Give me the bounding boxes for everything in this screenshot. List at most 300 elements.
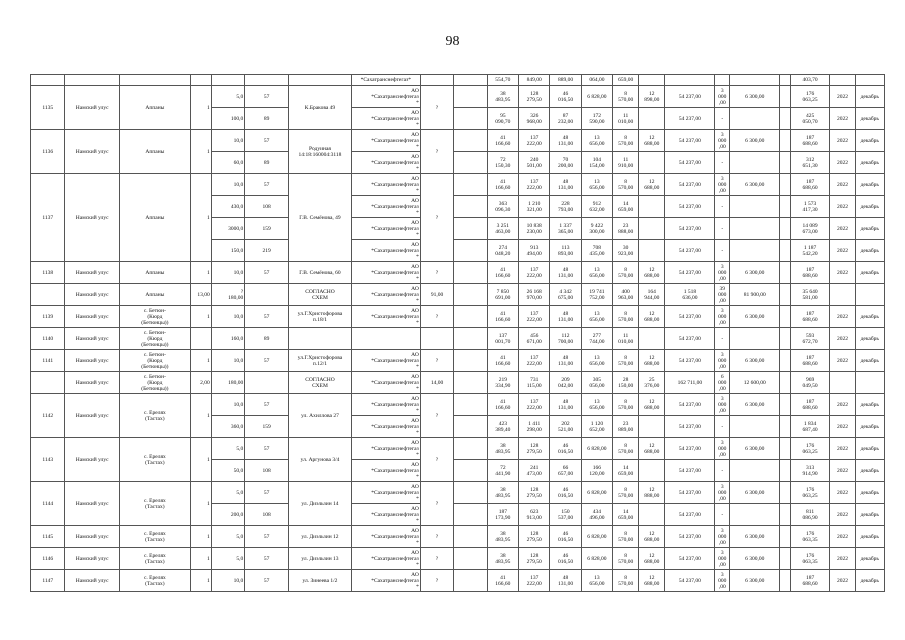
address-cell: СОГЛАСНО СХЕМ [289, 284, 352, 306]
total-cell: 969 049,50 [790, 372, 830, 394]
value-cell: 3 000 ,00 [715, 262, 730, 284]
year-cell: 2022 [830, 526, 855, 548]
settlement-cell: Аппаны [119, 174, 190, 262]
object-count-cell: 1 [190, 86, 211, 130]
value-cell: 8 570,00 [613, 438, 639, 460]
value-cell: 48 131,00 [550, 130, 581, 152]
month-cell: декабрь [855, 328, 884, 350]
value-cell: 13 656,00 [581, 130, 612, 152]
month-cell: декабрь [855, 504, 884, 526]
empty-cell [454, 262, 487, 284]
value-cell: 137 001,70 [487, 328, 518, 350]
group-cell: ? [420, 262, 453, 284]
empty-cell [454, 196, 487, 218]
pipe-cell: 57 [245, 130, 289, 152]
value-cell: 172 590,00 [581, 108, 612, 130]
value-cell: 6 300,00 [730, 570, 780, 592]
value-cell [639, 218, 665, 240]
value-cell: 13 656,00 [581, 262, 612, 284]
address-cell: Г.В. Семёнова, 60 [289, 262, 352, 284]
agent-cell: АО *Сахатранснефтегаз * [351, 526, 420, 548]
value-cell: 38 483,95 [487, 526, 518, 548]
value-cell: 137 222,00 [519, 350, 550, 372]
address-cell: Родуиная 14:18:160004:3118 [289, 130, 352, 174]
value-cell: 128 279,50 [519, 482, 550, 504]
empty-cell [780, 460, 790, 482]
empty-cell [454, 526, 487, 548]
value-cell: 6 300,00 [730, 350, 780, 372]
data-table-wrapper [30, 74, 885, 592]
value-cell: 3 000 ,00 [715, 438, 730, 460]
value-cell: 54 237,00 [665, 504, 715, 526]
year-cell: 2022 [830, 548, 855, 570]
total-cell: 187 688,60 [790, 570, 830, 592]
value-cell: 1 210 321,00 [519, 196, 550, 218]
total-cell: 425 050,70 [790, 108, 830, 130]
row-id-cell [31, 284, 65, 306]
agent-cell: АО *Сахатранснефтегаз * [351, 108, 420, 130]
group-cell: ? [420, 306, 453, 328]
row-id-cell: 1142 [31, 394, 65, 438]
year-cell: 2022 [830, 174, 855, 196]
empty-cell [780, 284, 790, 306]
value-cell: 400 963,00 [613, 284, 639, 306]
value-cell: 6 300,00 [730, 482, 780, 504]
district-cell: Намский улус [65, 570, 119, 592]
value-cell: 4 342 675,00 [550, 284, 581, 306]
value-cell: 87 232,00 [550, 108, 581, 130]
year-cell: 2022 [830, 152, 855, 174]
value-cell: 137 222,00 [519, 174, 550, 196]
page-number: 98 [445, 34, 460, 49]
empty-cell [780, 306, 790, 328]
pipe-cell: 89 [245, 152, 289, 174]
diameter-cell: ? 180,00 [211, 284, 244, 306]
value-cell: 8 570,00 [613, 262, 639, 284]
settlement-cell: с. Бетюн- (Кюрд (Бетюнцы)) [119, 328, 190, 350]
value-cell: 54 237,00 [665, 460, 715, 482]
month-cell: декабрь [855, 482, 884, 504]
value-cell: 8 570,00 [613, 526, 639, 548]
empty-cell [780, 570, 790, 592]
group-cell: ? [420, 130, 453, 174]
row-id-cell: 1144 [31, 482, 65, 526]
value-cell: 8 570,00 [613, 130, 639, 152]
month-cell: декабрь [855, 526, 884, 548]
value-cell: 1 120 652,00 [581, 416, 612, 438]
year-cell: 2022 [830, 108, 855, 130]
row-id-cell: 1145 [31, 526, 65, 548]
value-cell: 305 056,00 [581, 372, 612, 394]
address-cell: ул. Ахиллова 27 [289, 394, 352, 438]
address-cell: ул.Г.Христофорова п.18/1 [289, 306, 352, 328]
total-cell: 35 640 581,00 [790, 284, 830, 306]
value-cell: 3 000 ,00 [715, 130, 730, 152]
value-cell: 54 237,00 [665, 548, 715, 570]
address-cell [289, 328, 352, 350]
value-cell [639, 196, 665, 218]
year-cell: 2022 [830, 394, 855, 416]
total-cell: 403,70 [790, 75, 830, 86]
pipe-cell: 57 [245, 526, 289, 548]
value-cell: 46 016,50 [550, 438, 581, 460]
empty-cell [780, 262, 790, 284]
diameter-cell: 10,0 [211, 174, 244, 196]
value-cell: 72 441,90 [487, 460, 518, 482]
year-cell: 2022 [830, 262, 855, 284]
value-cell: 6 300,00 [730, 130, 780, 152]
pipe-cell: 57 [245, 570, 289, 592]
diameter-cell: 5,0 [211, 482, 244, 504]
value-cell: 54 237,00 [665, 394, 715, 416]
value-cell: 12 898,00 [639, 86, 665, 108]
pipe-cell: 159 [245, 218, 289, 240]
value-cell: 13 656,00 [581, 306, 612, 328]
month-cell: декабрь [855, 306, 884, 328]
value-cell: 48 131,00 [550, 570, 581, 592]
empty-cell [780, 218, 790, 240]
value-cell: 8 570,00 [613, 394, 639, 416]
address-cell: ул. Диэльзин 14 [289, 482, 352, 526]
value-cell: - [715, 240, 730, 262]
value-cell: 6 828,00 [581, 526, 612, 548]
group-cell: ? [420, 482, 453, 526]
diameter-cell: 10,0 [211, 262, 244, 284]
total-cell: 187 688,60 [790, 394, 830, 416]
year-cell: 2022 [830, 240, 855, 262]
value-cell: 54 237,00 [665, 482, 715, 504]
district-cell: Намский улус [65, 394, 119, 438]
total-cell: 1 834 687,40 [790, 416, 830, 438]
month-cell: декабрь [855, 174, 884, 196]
value-cell: 434 496,00 [581, 504, 612, 526]
value-cell: 6 828,00 [581, 548, 612, 570]
empty-cell [780, 482, 790, 504]
value-cell: 54 237,00 [665, 196, 715, 218]
value-cell: 13 656,00 [581, 174, 612, 196]
table-row-continued [31, 75, 885, 86]
month-cell: декабрь [855, 108, 884, 130]
table-row [31, 394, 885, 416]
group-cell: ? [420, 548, 453, 570]
value-cell: 13 656,00 [581, 350, 612, 372]
month-cell: декабрь [855, 438, 884, 460]
group-cell: ? [420, 350, 453, 372]
object-count-cell [190, 328, 211, 350]
value-cell: 12 688,00 [639, 570, 665, 592]
value-cell: 6 300,00 [730, 548, 780, 570]
object-count-cell: 1 [190, 438, 211, 482]
value-cell: 6 300,00 [730, 526, 780, 548]
empty-cell [780, 86, 790, 108]
value-cell: 54 237,00 [665, 240, 715, 262]
value-cell: 064,00 [581, 75, 612, 86]
value-cell: 326 968,00 [519, 108, 550, 130]
object-count-cell: 1 [190, 482, 211, 526]
value-cell: 41 166,60 [487, 306, 518, 328]
value-cell: 46 016,50 [550, 548, 581, 570]
group-cell: ? [420, 438, 453, 482]
value-cell: 240 501,00 [519, 152, 550, 174]
pipe-cell: 57 [245, 548, 289, 570]
group-cell: ? [420, 526, 453, 548]
value-cell: 3 000 ,00 [715, 548, 730, 570]
value-cell: 6 300,00 [730, 262, 780, 284]
value-cell: 13 656,00 [581, 570, 612, 592]
table-body [31, 75, 885, 592]
table-row [31, 482, 885, 504]
value-cell: 9 422 300,00 [581, 218, 612, 240]
table-row [31, 174, 885, 196]
value-cell: 6 300,00 [730, 394, 780, 416]
address-cell: ул. Диэльзин 12 [289, 526, 352, 548]
group-cell: ? [420, 86, 453, 130]
settlement-cell: с. Ерелях (Тастах) [119, 526, 190, 548]
table-row [31, 438, 885, 460]
value-cell: 1 337 365,00 [550, 218, 581, 240]
table-row [31, 526, 885, 548]
agent-cell: АО *Сахатранснефтегаз * [351, 262, 420, 284]
value-cell: 228 793,00 [550, 196, 581, 218]
value-cell: 41 166,60 [487, 262, 518, 284]
value-cell: 11 010,00 [613, 108, 639, 130]
value-cell: 46 016,50 [550, 86, 581, 108]
address-cell: К.Бракова 49 [289, 86, 352, 130]
value-cell: 128 279,50 [519, 86, 550, 108]
value-cell: 113 893,00 [550, 240, 581, 262]
value-cell: 13 656,00 [581, 394, 612, 416]
diameter-cell: 430,0 [211, 196, 244, 218]
value-cell: 137 222,00 [519, 262, 550, 284]
agent-cell: *Сахатранснефтегаз* [351, 75, 420, 86]
year-cell: 2022 [830, 86, 855, 108]
value-cell: 8 570,00 [613, 548, 639, 570]
value-cell: 72 150,30 [487, 152, 518, 174]
total-cell: 312 651,30 [790, 152, 830, 174]
empty-cell [454, 570, 487, 592]
value-cell: 128 279,50 [519, 438, 550, 460]
pipe-cell: 89 [245, 108, 289, 130]
value-cell: 456 671,00 [519, 328, 550, 350]
empty-cell [780, 416, 790, 438]
address-cell: СОГЛАСНО СХЕМ [289, 372, 352, 394]
settlement-cell: Аппаны [119, 262, 190, 284]
pipe-cell: 57 [245, 262, 289, 284]
month-cell [855, 372, 884, 394]
value-cell [730, 152, 780, 174]
total-cell: 187 688,60 [790, 262, 830, 284]
object-count-cell: 1 [190, 306, 211, 328]
pipe-cell: 159 [245, 416, 289, 438]
value-cell: 150 537,00 [550, 504, 581, 526]
agent-cell: АО *Сахатранснефтегаз * [351, 284, 420, 306]
total-cell: 176 063,35 [790, 548, 830, 570]
value-cell: 209 042,00 [550, 372, 581, 394]
year-cell [830, 372, 855, 394]
value-cell: - [715, 416, 730, 438]
value-cell: 46 016,50 [550, 482, 581, 504]
diameter-cell: 5,0 [211, 86, 244, 108]
value-cell: 54 237,00 [665, 130, 715, 152]
value-cell: 12 688,00 [639, 262, 665, 284]
data-table [30, 74, 885, 592]
value-cell: 202 521,00 [550, 416, 581, 438]
value-cell: 54 237,00 [665, 174, 715, 196]
value-cell: 41 166,60 [487, 130, 518, 152]
value-cell: 3 000 ,00 [715, 86, 730, 108]
value-cell: 112 700,00 [550, 328, 581, 350]
value-cell: 54 237,00 [665, 350, 715, 372]
object-count-cell: 2,00 [190, 372, 211, 394]
month-cell: декабрь [855, 460, 884, 482]
year-cell [830, 284, 855, 306]
pipe-cell: 57 [245, 350, 289, 372]
value-cell: 38 483,95 [487, 548, 518, 570]
month-cell: декабрь [855, 262, 884, 284]
value-cell: - [715, 108, 730, 130]
value-cell: 6 300,00 [730, 438, 780, 460]
empty-cell [454, 460, 487, 482]
value-cell: 6 828,00 [581, 86, 612, 108]
value-cell: 54 237,00 [665, 108, 715, 130]
empty-cell [454, 350, 487, 372]
value-cell [730, 196, 780, 218]
empty-cell [780, 130, 790, 152]
pipe-cell: 57 [245, 174, 289, 196]
diameter-cell: 200,0 [211, 504, 244, 526]
district-cell: Намский улус [65, 482, 119, 526]
pipe-cell: 108 [245, 196, 289, 218]
value-cell: 46 016,50 [550, 526, 581, 548]
total-cell: 176 063,25 [790, 438, 830, 460]
agent-cell: АО *Сахатранснефтегаз * [351, 504, 420, 526]
district-cell: Намский улус [65, 174, 119, 262]
row-id-cell: 1146 [31, 548, 65, 570]
value-cell: 28 150,00 [613, 372, 639, 394]
value-cell: 81 900,00 [730, 284, 780, 306]
diameter-cell: 3000,0 [211, 218, 244, 240]
agent-cell: АО *Сахатранснефтегаз * [351, 460, 420, 482]
empty-cell [780, 394, 790, 416]
value-cell [639, 240, 665, 262]
empty-cell [454, 174, 487, 196]
value-cell: 12 688,00 [639, 350, 665, 372]
value-cell: 6 000 ,00 [715, 372, 730, 394]
value-cell: 3 000 ,00 [715, 570, 730, 592]
value-cell: 8 570,00 [613, 86, 639, 108]
value-cell: 54 237,00 [665, 570, 715, 592]
value-cell [639, 416, 665, 438]
year-cell: 2022 [830, 504, 855, 526]
value-cell: 95 090,70 [487, 108, 518, 130]
year-cell: 2022 [830, 416, 855, 438]
district-cell: Намский улус [65, 306, 119, 328]
value-cell: 1 411 298,00 [519, 416, 550, 438]
group-cell: ? [420, 570, 453, 592]
value-cell: - [715, 196, 730, 218]
empty-cell [780, 526, 790, 548]
diameter-cell: 5,0 [211, 526, 244, 548]
value-cell: 8 570,00 [613, 350, 639, 372]
value-cell: 164 944,00 [639, 284, 665, 306]
diameter-cell: 60,0 [211, 152, 244, 174]
diameter-cell: 10,0 [211, 394, 244, 416]
value-cell: 48 131,00 [550, 306, 581, 328]
value-cell: 162 711,00 [665, 372, 715, 394]
agent-cell: АО *Сахатранснефтегаз * [351, 152, 420, 174]
diameter-cell: 5,0 [211, 438, 244, 460]
row-id-cell: 1143 [31, 438, 65, 482]
value-cell: 25 376,00 [639, 372, 665, 394]
empty-cell [780, 328, 790, 350]
district-cell: Намский улус [65, 262, 119, 284]
value-cell: 41 166,60 [487, 174, 518, 196]
value-cell: 30 923,00 [613, 240, 639, 262]
district-cell: Намский улус [65, 438, 119, 482]
row-id-cell: 1135 [31, 86, 65, 130]
settlement-cell: с. Бетюн- (Кюрд (Бетюнцы)) [119, 372, 190, 394]
value-cell: 241 473,00 [519, 460, 550, 482]
value-cell: 41 166,60 [487, 350, 518, 372]
object-count-cell: 1 [190, 526, 211, 548]
value-cell: 12 688,00 [639, 526, 665, 548]
empty-cell [454, 394, 487, 416]
table-row [31, 284, 885, 306]
address-cell: Г.В. Семёнова, 49 [289, 174, 352, 262]
diameter-cell: 10,0 [211, 306, 244, 328]
diameter-cell: 160,0 [211, 328, 244, 350]
total-cell: 187 688,60 [790, 174, 830, 196]
month-cell: декабрь [855, 196, 884, 218]
group-cell: 14,00 [420, 372, 453, 394]
value-cell: 363 096,30 [487, 196, 518, 218]
value-cell: 6 300,00 [730, 306, 780, 328]
value-cell: 912 632,00 [581, 196, 612, 218]
value-cell: 11 010,00 [613, 328, 639, 350]
diameter-cell: 10,0 [211, 130, 244, 152]
month-cell: декабрь [855, 130, 884, 152]
value-cell: 3 251 463,00 [487, 218, 518, 240]
agent-cell: АО *Сахатранснефтегаз * [351, 240, 420, 262]
value-cell: 19 741 752,00 [581, 284, 612, 306]
month-cell: декабрь [855, 416, 884, 438]
total-cell: 1 187 542,20 [790, 240, 830, 262]
district-cell: Намский улус [65, 328, 119, 350]
value-cell: - [715, 504, 730, 526]
address-cell: ул.Г.Христофорова п.12/1 [289, 350, 352, 372]
agent-cell: АО *Сахатранснефтегаз * [351, 350, 420, 372]
pipe-cell: 57 [245, 482, 289, 504]
pipe-cell: 57 [245, 306, 289, 328]
month-cell: декабрь [855, 570, 884, 592]
table-row [31, 372, 885, 394]
month-cell: декабрь [855, 240, 884, 262]
table-row [31, 350, 885, 372]
table-row [31, 306, 885, 328]
month-cell: декабрь [855, 86, 884, 108]
value-cell: 41 166,60 [487, 570, 518, 592]
diameter-cell: 10,0 [211, 570, 244, 592]
value-cell: 12 888,00 [639, 482, 665, 504]
value-cell: 137 222,00 [519, 570, 550, 592]
diameter-cell: 50,0 [211, 460, 244, 482]
value-cell: 219 334,90 [487, 372, 518, 394]
month-cell: декабрь [855, 152, 884, 174]
total-cell: 1 573 417,30 [790, 196, 830, 218]
value-cell: 7 850 691,00 [487, 284, 518, 306]
settlement-cell: Аппаны [119, 130, 190, 174]
table-row [31, 570, 885, 592]
